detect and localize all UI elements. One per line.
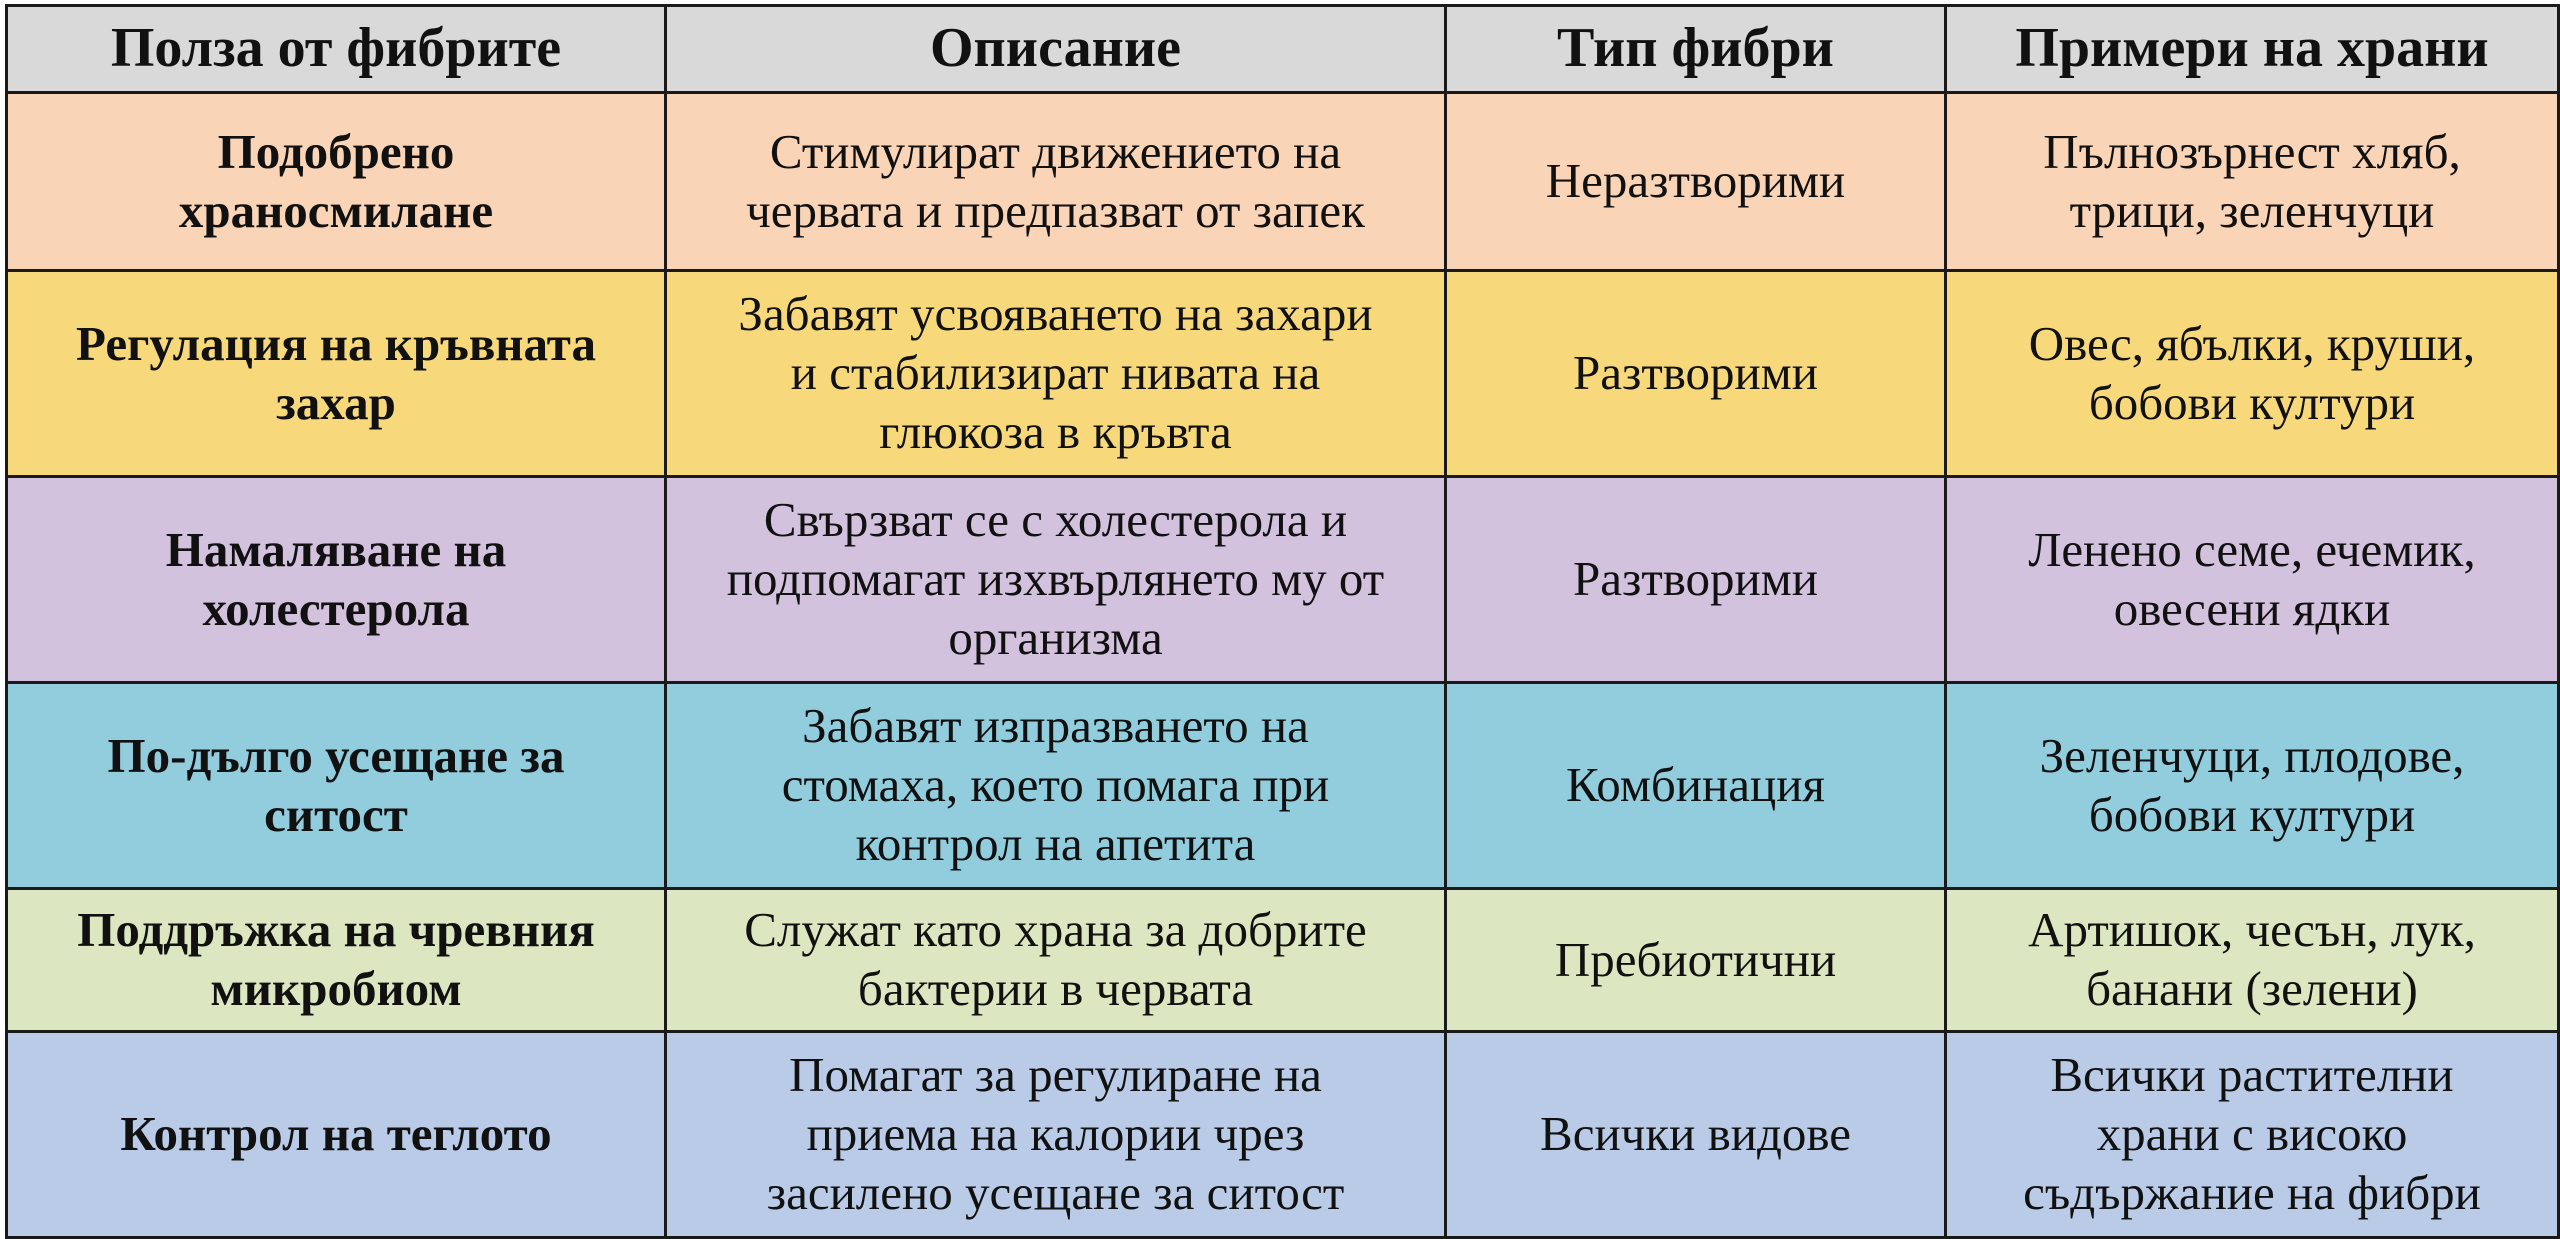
- benefit-cell: Подобрено храносмилане: [7, 93, 666, 271]
- header-benefit: Полза от фибрите: [7, 6, 666, 93]
- description-cell: Свързват се с холестерола и подпомагат изхвърлянето му от организма: [666, 477, 1446, 683]
- table-body: [7, 93, 2559, 1238]
- fiber-type-cell: Всички видове: [1446, 1032, 1946, 1238]
- fiber-type-cell: Комбинация: [1446, 683, 1946, 889]
- table-row: [7, 683, 2559, 889]
- food-examples-cell: Зеленчуци, плодове, бобови култури: [1946, 683, 2559, 889]
- food-examples-cell: Овес, ябълки, круши, бобови култури: [1946, 271, 2559, 477]
- header-description: Описание: [666, 6, 1446, 93]
- table-header: [7, 6, 2559, 93]
- benefit-cell: Поддръжка на чревния микробиом: [7, 889, 666, 1032]
- fiber-type-cell: Разтворими: [1446, 477, 1946, 683]
- table-row: [7, 1032, 2559, 1238]
- header-row: [7, 6, 2559, 93]
- benefit-cell: Намаляване на холестерола: [7, 477, 666, 683]
- food-examples-cell: Артишок, чесън, лук, банани (зелени): [1946, 889, 2559, 1032]
- fiber-type-cell: Пребиотични: [1446, 889, 1946, 1032]
- food-examples-cell: Ленено семе, ечемик, овесени ядки: [1946, 477, 2559, 683]
- benefit-cell: По-дълго усещане за ситост: [7, 683, 666, 889]
- fiber-type-cell: Разтворими: [1446, 271, 1946, 477]
- table-row: [7, 889, 2559, 1032]
- description-cell: Служат като храна за добрите бактерии в червата: [666, 889, 1446, 1032]
- header-fiber-type: Тип фибри: [1446, 6, 1946, 93]
- food-examples-cell: Пълнозърнест хляб, трици, зеленчуци: [1946, 93, 2559, 271]
- fiber-benefits-table: [5, 4, 2560, 1239]
- benefit-cell: Контрол на теглото: [7, 1032, 666, 1238]
- table-row: [7, 93, 2559, 271]
- description-cell: Забавят изпразването на стомаха, което помага при контрол на апетита: [666, 683, 1446, 889]
- description-cell: Помагат за регулиране на приема на калории чрез засилено усещане за ситост: [666, 1032, 1446, 1238]
- benefit-cell: Регулация на кръвната захар: [7, 271, 666, 477]
- description-cell: Стимулират движението на червата и предпазват от запек: [666, 93, 1446, 271]
- food-examples-cell: Всички растителни храни с високо съдържание на фибри: [1946, 1032, 2559, 1238]
- description-cell: Забавят усвояването на захари и стабилизират нивата на глюкоза в кръвта: [666, 271, 1446, 477]
- table-row: [7, 271, 2559, 477]
- header-food-examples: Примери на храни: [1946, 6, 2559, 93]
- fiber-type-cell: Неразтворими: [1446, 93, 1946, 271]
- table-row: [7, 477, 2559, 683]
